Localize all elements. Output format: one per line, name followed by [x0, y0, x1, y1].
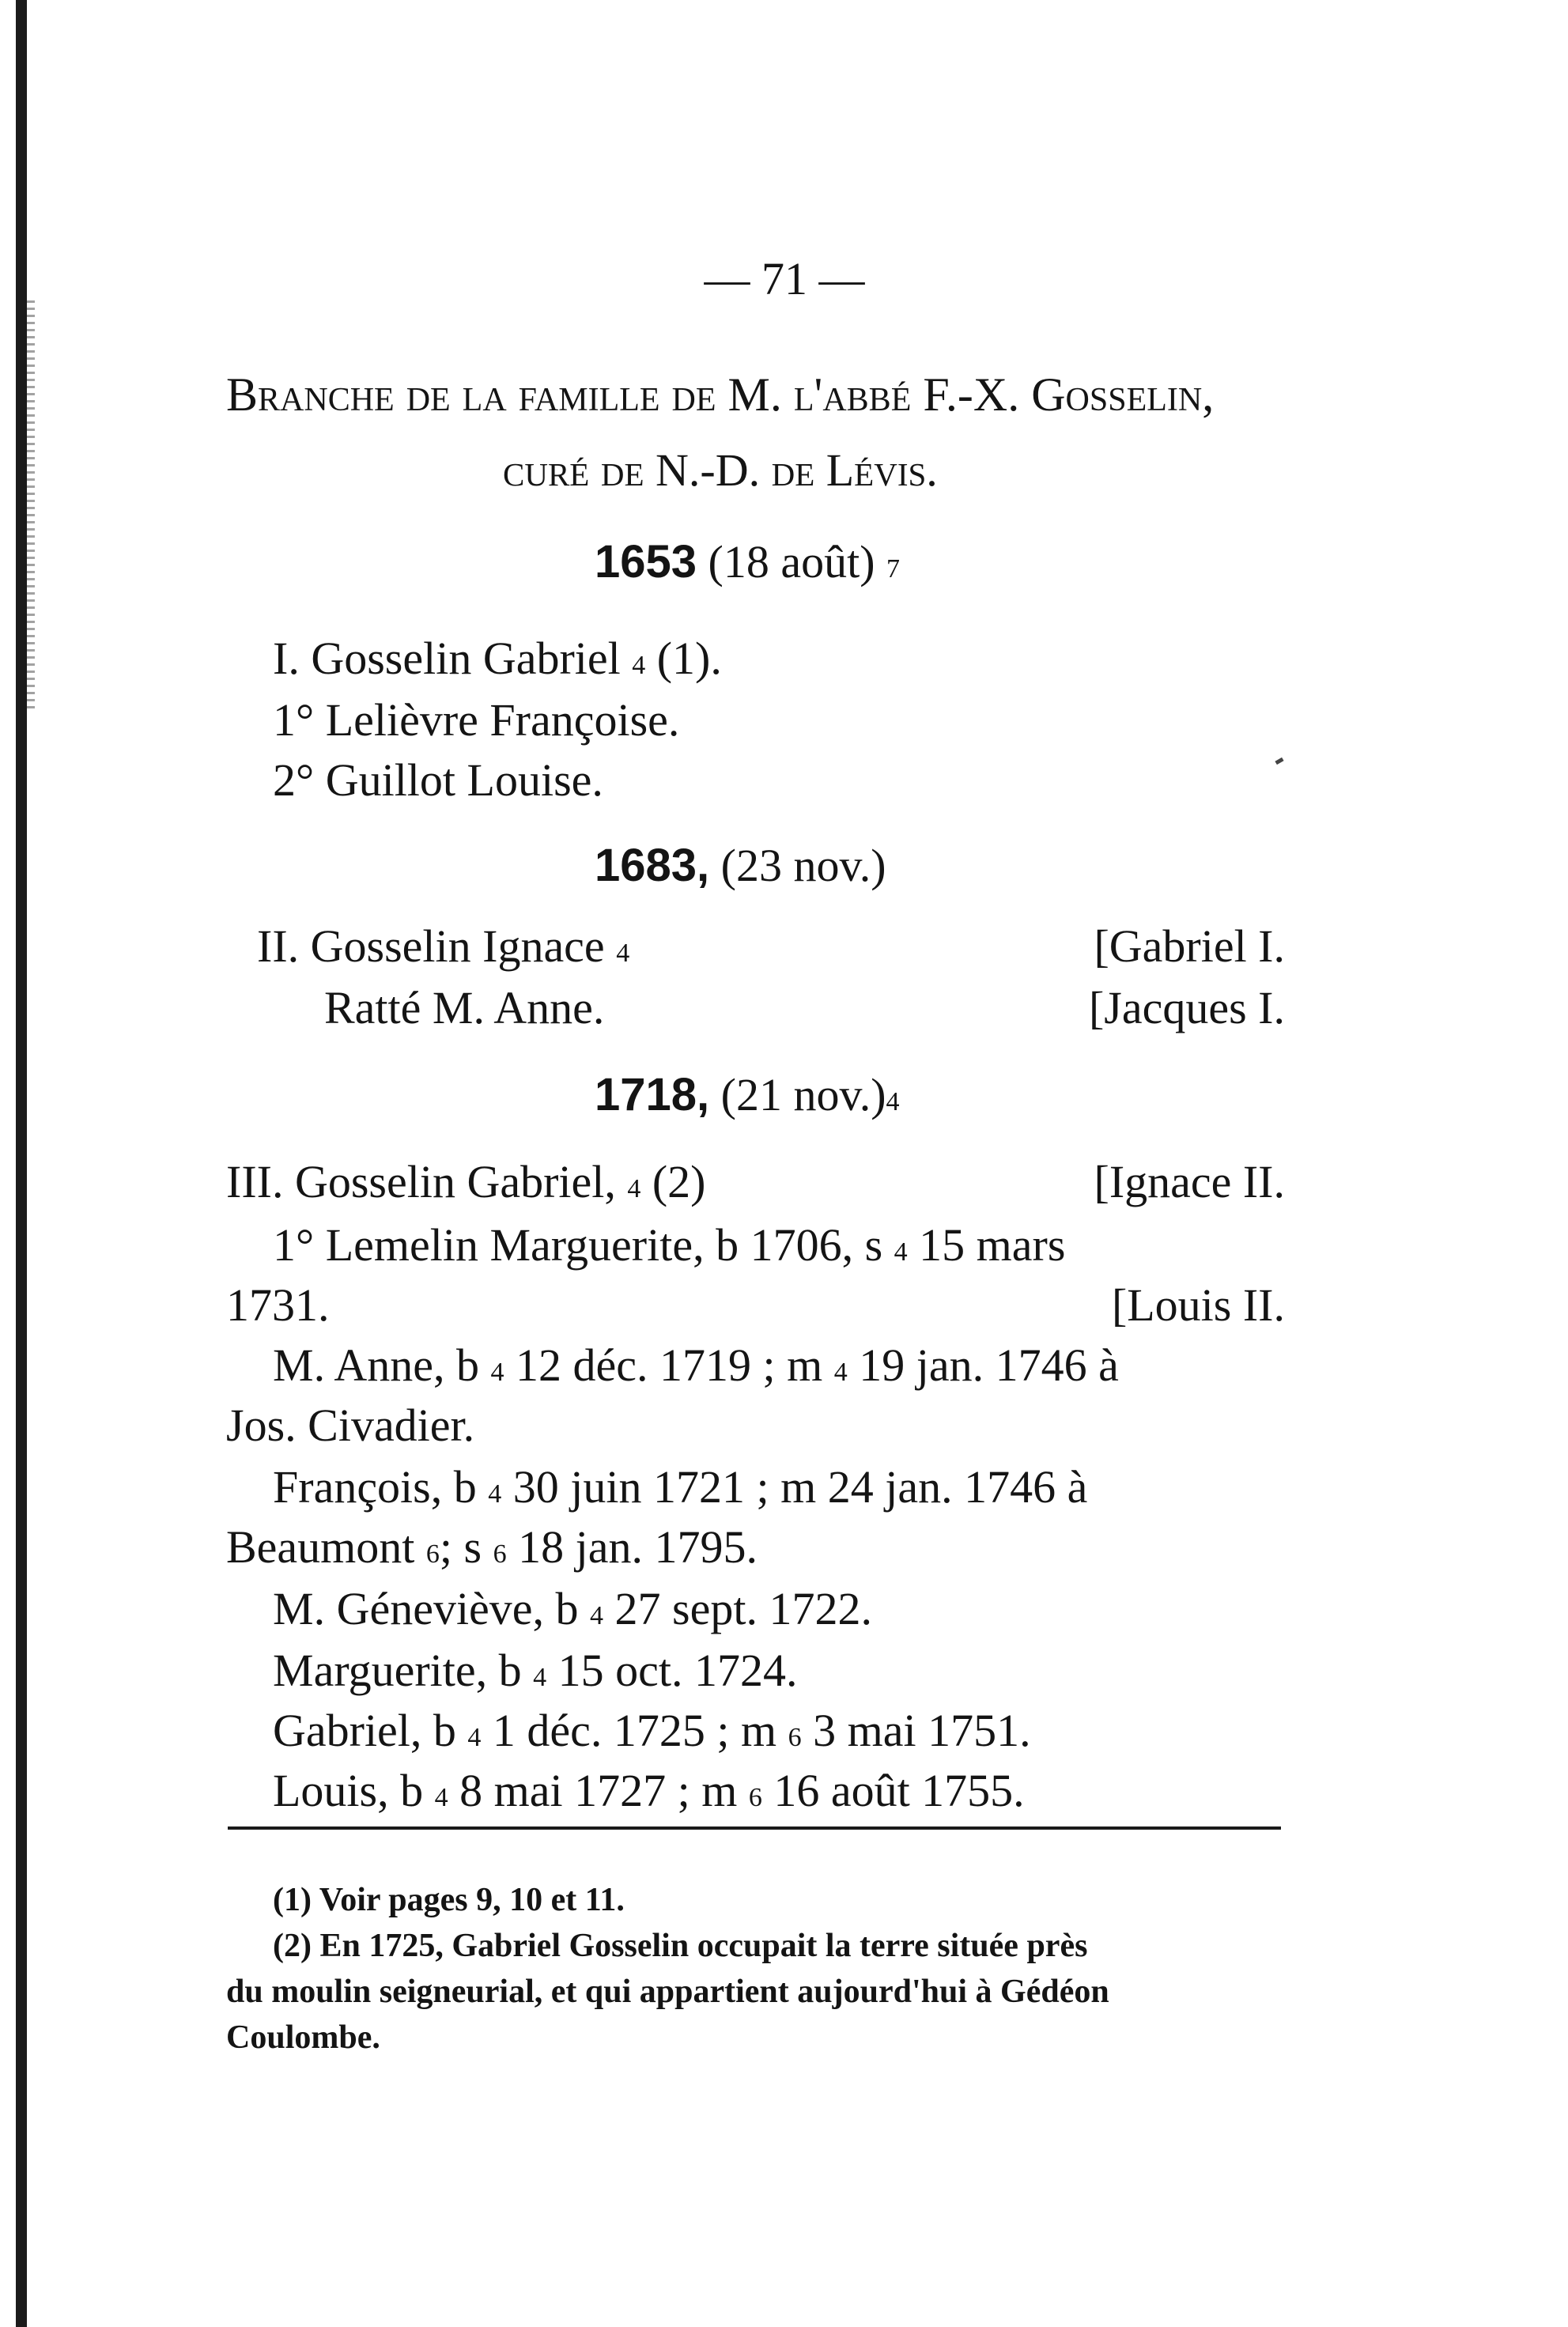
footnote-2-line-2: du moulin seigneurial, et qui appartient aujourd'hui à Gédéon: [226, 1974, 1109, 2010]
entry-gen2-line1: II. Gosselin Ignace 4 [Gabriel I.: [257, 920, 1285, 972]
date-1718: 1718, (21 nov.)4: [595, 1069, 900, 1120]
page-number: — 71 —: [704, 253, 865, 304]
footnote-rule: [228, 1826, 1281, 1830]
child-marguerite: Marguerite, b 4 15 oct. 1724.: [273, 1645, 798, 1696]
child-francois: François, b 4 30 juin 1721 ; m 24 jan. 1746 à: [273, 1461, 1088, 1513]
child-m-genevieve: M. Géneviève, b 4 27 sept. 1722.: [273, 1583, 872, 1634]
footnote-2-line-1: (2) En 1725, Gabriel Gosselin occupait la terre située près: [273, 1928, 1088, 1964]
child-gabriel: Gabriel, b 4 1 déc. 1725 ; m 6 3 mai 1751.: [273, 1705, 1031, 1756]
child-francois-cont: Beaumont 6; s 6 18 jan. 1795.: [226, 1521, 758, 1573]
date-1683: 1683, (23 nov.): [595, 840, 886, 891]
footnote-2-line-3: Coulombe.: [226, 2019, 380, 2056]
entry-gen3-line1: III. Gosselin Gabriel, 4 (2) [Ignace II.: [226, 1156, 1285, 1207]
child-louis: Louis, b 4 8 mai 1727 ; m 6 16 août 1755.: [273, 1765, 1025, 1816]
date-1653: 1653 (18 août) 7: [595, 536, 901, 587]
entry-gen1-line3: 2° Guillot Louise.: [273, 754, 603, 806]
footnote-1: (1) Voir pages 9, 10 et 11.: [273, 1882, 625, 1918]
entry-gen1-line1: I. Gosselin Gabriel 4 (1).: [273, 633, 722, 684]
spine-fray-marks: [27, 300, 35, 712]
ink-speck: [1275, 757, 1283, 765]
header-line-2: curé de N.-D. de Lévis.: [503, 444, 938, 496]
child-m-anne-cont: Jos. Civadier.: [226, 1400, 475, 1451]
entry-gen2-line2: Ratté M. Anne. [Jacques I.: [324, 982, 1285, 1033]
entry-gen1-line2: 1° Lelièvre Françoise.: [273, 694, 680, 746]
entry-gen3-line2: 1° Lemelin Marguerite, b 1706, s 4 15 mars: [273, 1219, 1066, 1271]
child-m-anne: M. Anne, b 4 12 déc. 1719 ; m 4 19 jan. 1746 à: [273, 1339, 1119, 1391]
entry-gen3-line3: 1731. [Louis II.: [226, 1279, 1285, 1331]
page-spine-edge: [16, 0, 27, 2327]
header-line-1: Branche de la famille de M. l'abbé F.-X. Gosselin,: [226, 368, 1215, 421]
